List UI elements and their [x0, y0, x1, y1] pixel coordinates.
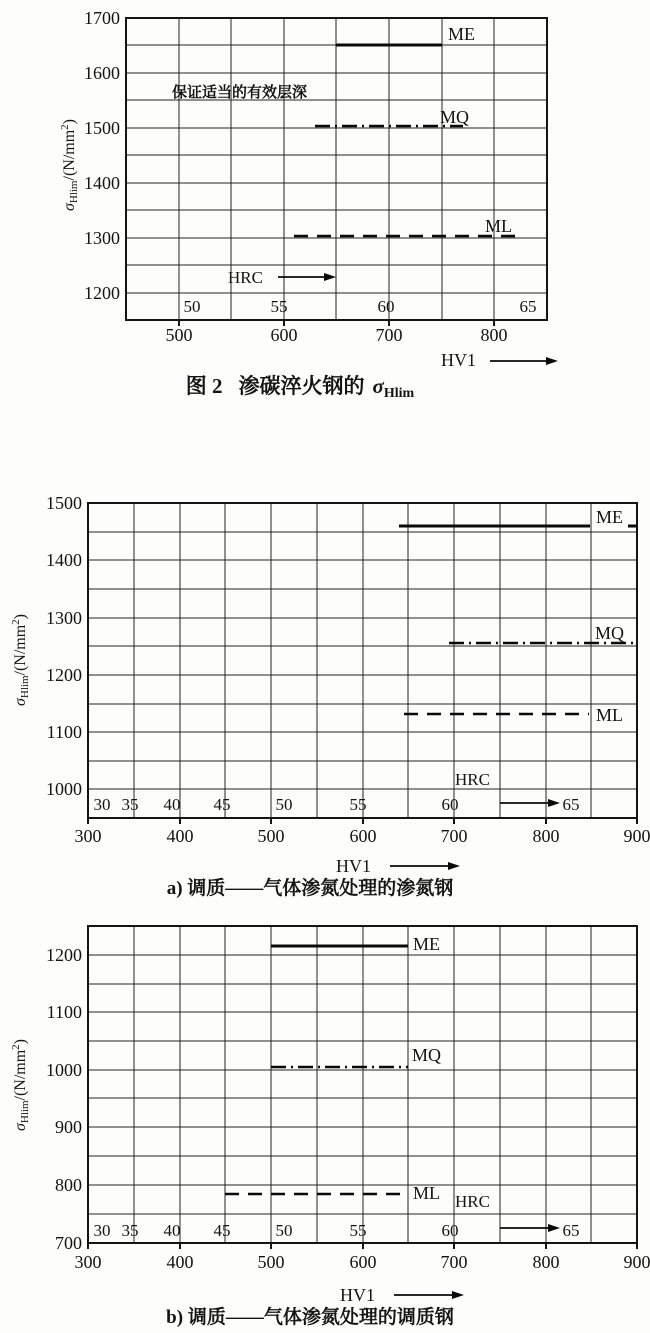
series-label-me: ME: [448, 24, 475, 44]
hrc-tick-label: 40: [163, 795, 181, 814]
y-axis-tick-label: 1500: [84, 118, 120, 138]
y-axis-tick-label: 1200: [46, 945, 82, 965]
x-axis-tick-label: 600: [349, 826, 377, 846]
x-axis-title: HV1: [340, 1285, 375, 1305]
chart-carburized: [59, 8, 558, 401]
grid: [126, 18, 547, 320]
hrc-tick-label: 60: [377, 297, 395, 316]
hrc-arrowhead-icon: [548, 1224, 560, 1232]
x-axis-tick-label: 300: [74, 826, 102, 846]
x-axis-tick-label: 800: [532, 826, 560, 846]
chart-caption: a) 调质——气体渗氮处理的渗氮钢: [166, 878, 454, 899]
hrc-tick-label: 30: [93, 795, 111, 814]
series-label-me: ME: [413, 934, 440, 954]
hrc-tick-label: 55: [349, 795, 367, 814]
x-axis-title: HV1: [336, 856, 371, 876]
hrc-arrowhead-icon: [548, 799, 560, 807]
series-label-mq: MQ: [440, 107, 470, 127]
x-axis-tick-label: 400: [166, 1252, 194, 1272]
x-axis-tick-label: 800: [532, 1252, 560, 1272]
x-axis-tick-label: 600: [270, 325, 298, 345]
x-axis-tick-label: 500: [257, 1252, 285, 1272]
y-axis-tick-label: 700: [55, 1233, 82, 1253]
series-label-mq: MQ: [412, 1045, 442, 1065]
hrc-tick-label: 55: [349, 1221, 367, 1240]
hrc-tick-label: 65: [562, 1221, 580, 1240]
hrc-tick-label: 40: [163, 1221, 181, 1240]
y-axis-tick-label: 1400: [46, 550, 82, 570]
x-axis-tick-label: 700: [440, 1252, 468, 1272]
y-axis-tick-label: 1200: [46, 665, 82, 685]
x-axis-tick-label: 700: [375, 325, 403, 345]
x-axis-tick-label: 500: [165, 325, 193, 345]
x-axis-tick-label: 500: [257, 826, 285, 846]
hrc-tick-label: 65: [562, 795, 580, 814]
y-axis-tick-label: 1200: [84, 283, 120, 303]
x-axis-tick-label: 700: [440, 826, 468, 846]
chart-caption: 图 2 渗碳淬火钢的 σHlim: [185, 374, 415, 401]
y-axis-tick-label: 900: [55, 1117, 82, 1137]
y-axis-tick-label: 1500: [46, 493, 82, 513]
hrc-tick-label: 60: [441, 795, 459, 814]
hrc-scale-label: HRC: [455, 770, 490, 789]
y-axis-tick-label: 1300: [84, 228, 120, 248]
series-label-mq: MQ: [595, 623, 625, 643]
x-axis-tick-label: 800: [480, 325, 508, 345]
hv1-arrowhead-icon: [546, 357, 558, 365]
grid: [88, 926, 637, 1243]
y-axis-tick-label: 1400: [84, 173, 120, 193]
hrc-tick-label: 55: [270, 297, 288, 316]
hrc-tick-label: 35: [121, 1221, 139, 1240]
hrc-arrowhead-icon: [324, 273, 336, 281]
hrc-tick-label: 45: [213, 1221, 231, 1240]
x-axis-tick-label: 400: [166, 826, 194, 846]
hrc-tick-label: 50: [275, 1221, 293, 1240]
chart-caption: b) 调质——气体渗氮处理的调质钢: [166, 1307, 454, 1328]
y-axis-tick-label: 1000: [46, 1060, 82, 1080]
y-axis-tick-label: 800: [55, 1175, 82, 1195]
hrc-tick-label: 45: [213, 795, 231, 814]
y-axis-title: σHlim/$(N/mm^2)$: [59, 118, 80, 212]
grid: [88, 503, 637, 818]
y-axis-title: σHlim/$(N/mm^2)$: [10, 613, 31, 707]
chart-nitriding-steel: [10, 493, 650, 899]
hrc-tick-label: 35: [121, 795, 139, 814]
x-axis-tick-label: 900: [623, 826, 650, 846]
hrc-tick-label: 30: [93, 1221, 111, 1240]
hrc-scale-label: HRC: [455, 1192, 490, 1211]
hv1-arrowhead-icon: [448, 862, 460, 870]
series-label-ml: ML: [485, 216, 512, 236]
series-label-ml: ML: [413, 1183, 440, 1203]
y-axis-tick-label: 1700: [84, 8, 120, 28]
series-label-ml: ML: [596, 705, 623, 725]
hrc-tick-label: 65: [519, 297, 537, 316]
x-axis-title: HV1: [441, 350, 476, 370]
hrc-tick-label: 50: [183, 297, 201, 316]
y-axis-tick-label: 1600: [84, 63, 120, 83]
y-axis-tick-label: 1300: [46, 608, 82, 628]
x-axis-tick-label: 900: [623, 1252, 650, 1272]
y-axis-tick-label: 1100: [46, 722, 82, 742]
x-axis-tick-label: 300: [74, 1252, 102, 1272]
y-axis-title: σHlim/$(N/mm^2)$: [10, 1038, 31, 1132]
hrc-scale-label: HRC: [228, 268, 263, 287]
hrc-tick-label: 50: [275, 795, 293, 814]
hv1-arrowhead-icon: [452, 1291, 464, 1299]
chart-quenched-tempered-steel: [10, 926, 650, 1328]
y-axis-tick-label: 1100: [46, 1002, 82, 1022]
hrc-tick-label: 60: [441, 1221, 459, 1240]
series-label-me: ME: [596, 507, 623, 527]
x-axis-tick-label: 600: [349, 1252, 377, 1272]
case-depth-annotation: 保证适当的有效层深: [172, 85, 308, 101]
y-axis-tick-label: 1000: [46, 779, 82, 799]
